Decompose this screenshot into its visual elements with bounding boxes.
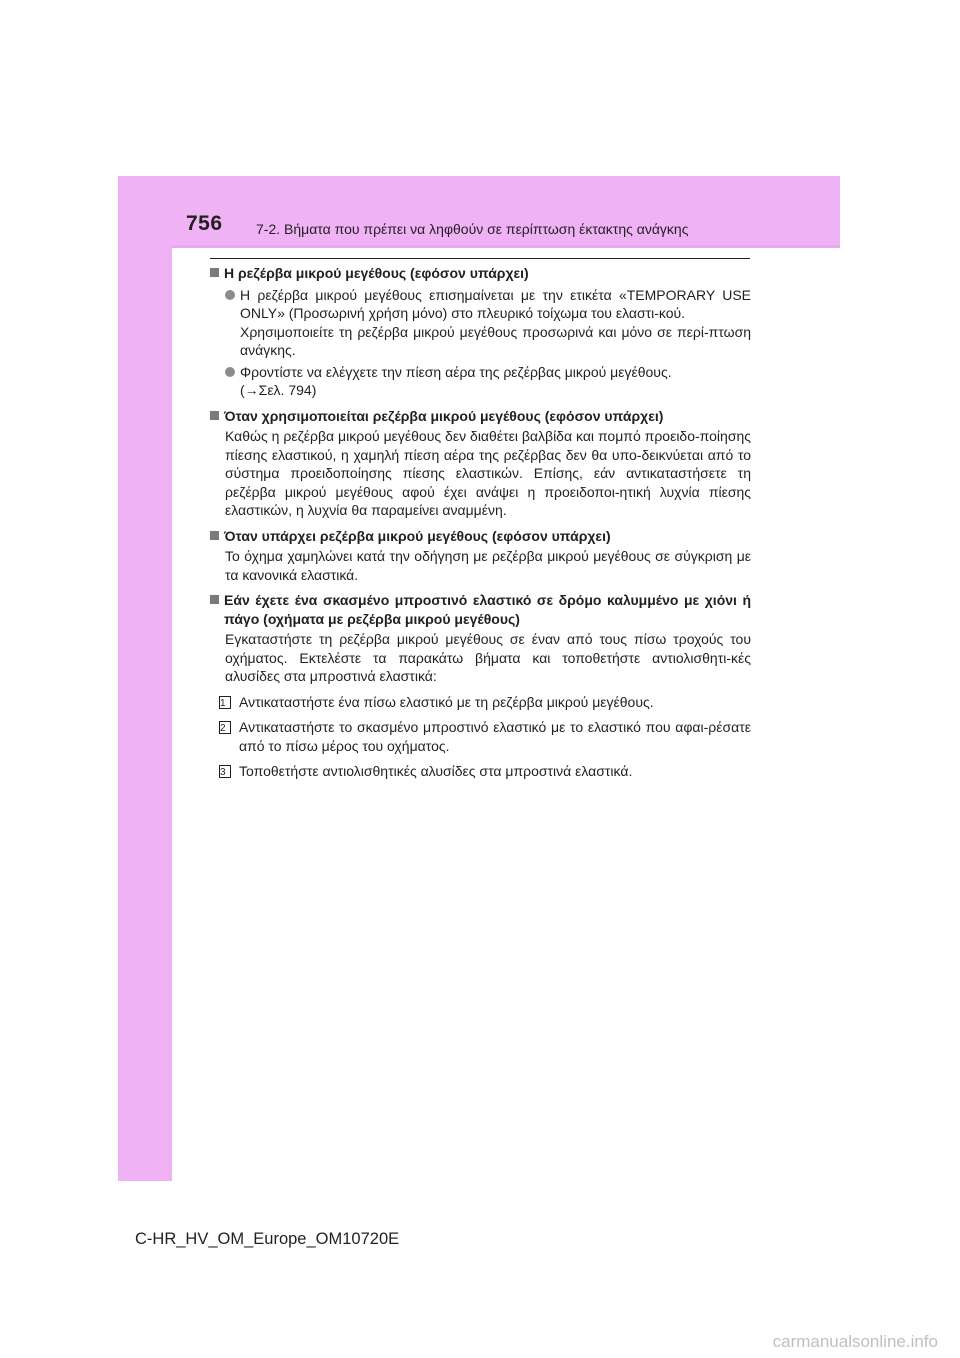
side-accent-band	[118, 176, 172, 1181]
list-item	[210, 286, 751, 360]
square-bullet-icon	[210, 268, 219, 277]
bullet-text-continued: Χρησιμοποιείτε τη ρεζέρβα μικρού μεγέθους προσωρινά και μόνο σε περί-πτωση ανάγκης.	[240, 323, 751, 358]
square-bullet-icon	[210, 411, 219, 420]
step-number: 3	[219, 765, 231, 778]
content-top-divider	[210, 258, 750, 259]
section-heading: Όταν χρησιμοποιείται ρεζέρβα μικρού μεγέθους (εφόσον υπάρχει)	[210, 407, 751, 426]
page-number: 756	[186, 212, 223, 235]
list-item	[210, 363, 751, 400]
section-paragraph: Το όχημα χαμηλώνει κατά την οδήγηση με ρεζέρβα μικρού μεγέθους σε σύγκριση με τα κανονικά ελαστικά.	[225, 548, 751, 583]
step-text: Αντικαταστήστε ένα πίσω ελαστικό με τη ρεζέρβα μικρού μεγέθους.	[239, 693, 654, 710]
bullet-text: Η ρεζέρβα μικρού μεγέθους επισημαίνεται με την ετικέτα «TEMPORARY USE ONLY» (Προσωρινή χρήση μόνο) στο πλευρικό τοίχωμα του ελαστι-κού.	[240, 286, 751, 321]
watermark: carmanualsonline.info	[772, 1332, 938, 1351]
step-text: Τοποθετήστε αντιολισθητικές αλυσίδες στα μπροστινά ελαστικά.	[239, 763, 633, 779]
section-heading: Εάν έχετε ένα σκασμένο μπροστινό ελαστικό σε δρόμο καλυμμένο με χιόνι ή πάγο (οχήματα με ρεζέρβα μικρού μεγέθους)	[210, 591, 751, 628]
section-heading: Όταν υπάρχει ρεζέρβα μικρού μεγέθους (εφόσον υπάρχει)	[210, 527, 751, 546]
step-number: 2	[219, 721, 231, 734]
round-bullet-icon	[225, 290, 235, 300]
section-heading: Η ρεζέρβα μικρού μεγέθους (εφόσον υπάρχει)	[210, 264, 751, 283]
square-bullet-icon	[210, 595, 219, 604]
section-paragraph: Εγκαταστήστε τη ρεζέρβα μικρού μεγέθους σε έναν από τους πίσω τροχούς του οχήματος. Εκτελέστε τα παρακάτω βήματα και τοποθετήστε αντιολισθητι-κές αλυσίδες στα μπροστινά ελαστικά:	[225, 631, 751, 684]
step-item	[210, 762, 751, 781]
document-code: C-HR_HV_OM_Europe_OM10720E	[135, 1230, 400, 1248]
page-content	[210, 264, 751, 781]
round-bullet-icon	[225, 367, 235, 377]
section-title: 7-2. Βήματα που πρέπει να ληφθούν σε περίπτωση έκτακτης ανάγκης	[256, 221, 689, 237]
header-rule	[172, 245, 840, 248]
section-paragraph: Καθώς η ρεζέρβα μικρού μεγέθους δεν διαθέτει βαλβίδα και πομπό προειδο-ποίησης πίεσης ελαστικού, η χαμηλή πίεση αέρα της ρεζέρβας δεν θα υπο-δεικνύεται από το σύστημα προειδοποίησης πίεσης ελαστικών. Επίσης, εάν αντικαταστήσετε τη ρεζέρβα μικρού μεγέθους αφού έχει ανάψει η προειδοποι-ητική λυχνία πίεσης ελαστικών, η λυχνία θα παραμείνει αναμμένη.	[225, 428, 751, 518]
step-item	[210, 693, 751, 712]
bullet-text: Φροντίστε να ελέγχετε την πίεση αέρα της ρεζέρβας μικρού μεγέθους.	[240, 363, 672, 380]
square-bullet-icon	[210, 531, 219, 540]
step-number: 1	[219, 696, 231, 709]
step-item	[210, 718, 751, 755]
step-text: Αντικαταστήστε το σκασμένο μπροστινό ελαστικό με το ελαστικό που αφαι-ρέσατε από το πίσω μέρος του οχήματος.	[239, 719, 751, 754]
page-reference: (→Σελ. 794)	[240, 382, 317, 398]
